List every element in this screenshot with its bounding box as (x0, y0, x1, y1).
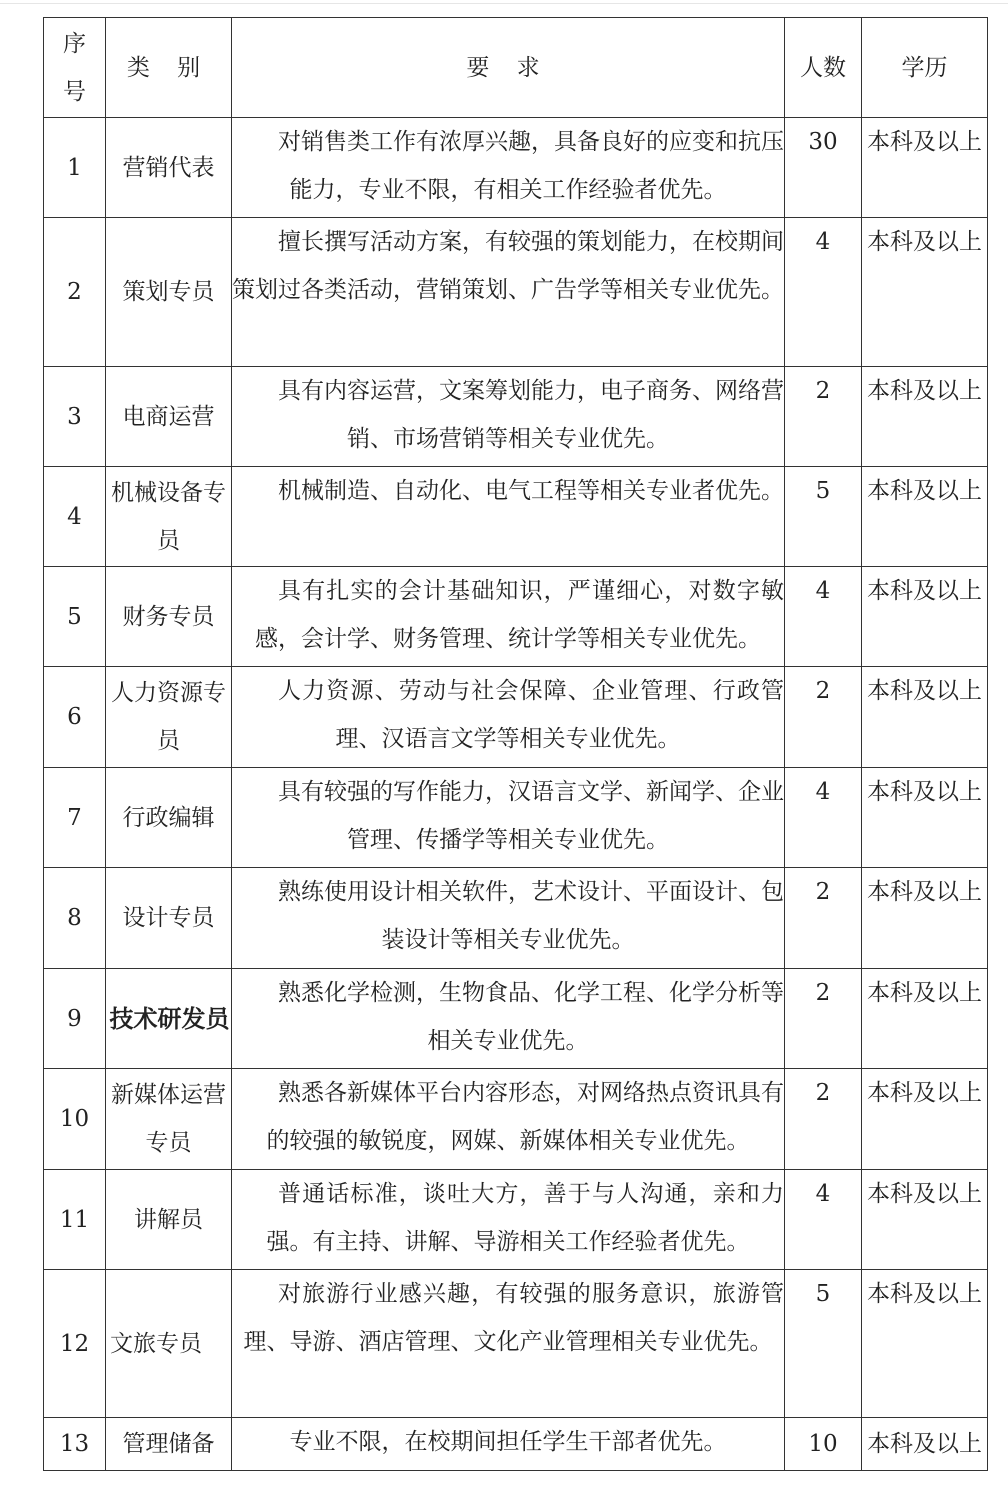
row-requirement-text: 普通话标准，谈吐大方，善于与人沟通，亲和力强。有主持、讲解、导游相关工作经验者优先。 (266, 1181, 784, 1255)
row-no: 11 (44, 1170, 106, 1270)
row-category: 财务专员 (106, 567, 232, 667)
row-category: 机械设备专员 (106, 467, 232, 567)
row-education: 本科及以上 (862, 868, 988, 969)
row-category: 电商运营 (106, 367, 232, 467)
table-row (44, 667, 988, 768)
row-no: 9 (44, 969, 106, 1069)
table-row (44, 567, 988, 667)
row-requirement-text: 擅长撰写活动方案，有较强的策划能力，在校期间策划过各类活动，营销策划、广告学等相关专业优先。 (232, 229, 784, 303)
row-count: 4 (785, 218, 862, 367)
row-requirement (232, 367, 785, 467)
row-category: 营销代表 (106, 118, 232, 218)
row-requirement-text: 具有内容运营，文案筹划能力，电子商务、网络营销、市场营销等相关专业优先。 (278, 378, 784, 452)
table-row (44, 969, 988, 1069)
row-category: 讲解员 (106, 1170, 232, 1270)
row-requirement (232, 218, 785, 367)
row-no: 10 (44, 1069, 106, 1170)
row-no: 6 (44, 667, 106, 768)
table-row (44, 1418, 988, 1471)
row-education: 本科及以上 (862, 969, 988, 1069)
row-requirement (232, 1270, 785, 1418)
row-no: 7 (44, 768, 106, 868)
header-category: 类 别 (106, 18, 232, 118)
row-requirement-text: 机械制造、自动化、电气工程等相关专业者优先。 (278, 478, 784, 504)
table-row (44, 1069, 988, 1170)
header-row (44, 18, 988, 118)
row-no: 3 (44, 367, 106, 467)
row-requirement (232, 567, 785, 667)
table-row (44, 768, 988, 868)
row-requirement (232, 768, 785, 868)
row-requirement (232, 1170, 785, 1270)
row-count: 2 (785, 969, 862, 1069)
row-count: 2 (785, 667, 862, 768)
row-category: 行政编辑 (106, 768, 232, 868)
row-requirement (232, 467, 785, 567)
row-requirement-text: 对旅游行业感兴趣，有较强的服务意识，旅游管理、导游、酒店管理、文化产业管理相关专业优先。 (243, 1281, 784, 1355)
row-education: 本科及以上 (862, 1170, 988, 1270)
row-requirement-text: 熟悉各新媒体平台内容形态，对网络热点资讯具有的较强的敏锐度，网媒、新媒体相关专业优先。 (266, 1080, 784, 1154)
table-row (44, 467, 988, 567)
row-count: 2 (785, 1069, 862, 1170)
header-requirement: 要 求 (232, 18, 785, 118)
row-requirement (232, 1069, 785, 1170)
table-row (44, 218, 988, 367)
row-education: 本科及以上 (862, 218, 988, 367)
row-education: 本科及以上 (862, 1418, 988, 1471)
row-count: 5 (785, 1270, 862, 1418)
row-requirement-text: 专业不限，在校期间担任学生干部者优先。 (289, 1429, 727, 1455)
row-no: 8 (44, 868, 106, 969)
row-no: 2 (44, 218, 106, 367)
row-education: 本科及以上 (862, 467, 988, 567)
row-requirement-text: 人力资源、劳动与社会保障、企业管理、行政管理、汉语言文学等相关专业优先。 (278, 678, 784, 752)
row-no: 4 (44, 467, 106, 567)
row-count: 2 (785, 868, 862, 969)
header-no (44, 18, 106, 118)
table-row (44, 868, 988, 969)
row-requirement (232, 118, 785, 218)
row-requirement-text: 具有较强的写作能力，汉语言文学、新闻学、企业管理、传播学等相关专业优先。 (278, 779, 784, 853)
row-count: 4 (785, 567, 862, 667)
row-no: 5 (44, 567, 106, 667)
row-requirement-text: 熟练使用设计相关软件，艺术设计、平面设计、包装设计等相关专业优先。 (278, 879, 784, 953)
header-education: 学历 (862, 18, 988, 118)
row-education: 本科及以上 (862, 768, 988, 868)
row-requirement (232, 667, 785, 768)
row-count: 4 (785, 1170, 862, 1270)
row-requirement-text: 熟悉化学检测，生物食品、化学工程、化学分析等相关专业优先。 (278, 980, 784, 1054)
row-count: 4 (785, 768, 862, 868)
row-count: 10 (785, 1418, 862, 1471)
header-no-line2: 号 (63, 78, 86, 105)
table-row (44, 1270, 988, 1418)
row-count: 5 (785, 467, 862, 567)
row-no: 13 (44, 1418, 106, 1471)
header-no-line1: 序 (63, 30, 86, 57)
row-category: 新媒体运营专员 (106, 1069, 232, 1170)
recruitment-table (43, 17, 988, 1471)
row-category: 文旅专员 (106, 1270, 232, 1418)
row-no: 12 (44, 1270, 106, 1418)
top-divider (0, 3, 1008, 4)
row-education: 本科及以上 (862, 1270, 988, 1418)
row-education: 本科及以上 (862, 567, 988, 667)
row-education: 本科及以上 (862, 667, 988, 768)
row-requirement (232, 868, 785, 969)
row-requirement (232, 969, 785, 1069)
row-no: 1 (44, 118, 106, 218)
table-row (44, 118, 988, 218)
row-category: 人力资源专员 (106, 667, 232, 768)
header-count: 人数 (785, 18, 862, 118)
row-category: 管理储备 (106, 1418, 232, 1471)
row-education: 本科及以上 (862, 1069, 988, 1170)
row-requirement-text: 具有扎实的会计基础知识，严谨细心，对数字敏感，会计学、财务管理、统计学等相关专业优先。 (255, 578, 784, 652)
row-category: 技术研发员 (106, 969, 232, 1069)
row-education: 本科及以上 (862, 118, 988, 218)
row-education: 本科及以上 (862, 367, 988, 467)
row-category: 策划专员 (106, 218, 232, 367)
table-row (44, 1170, 988, 1270)
row-count: 2 (785, 367, 862, 467)
row-category: 设计专员 (106, 868, 232, 969)
row-count: 30 (785, 118, 862, 218)
row-requirement (232, 1418, 785, 1471)
table-row (44, 367, 988, 467)
row-requirement-text: 对销售类工作有浓厚兴趣，具备良好的应变和抗压能力，专业不限，有相关工作经验者优先。 (278, 129, 784, 203)
